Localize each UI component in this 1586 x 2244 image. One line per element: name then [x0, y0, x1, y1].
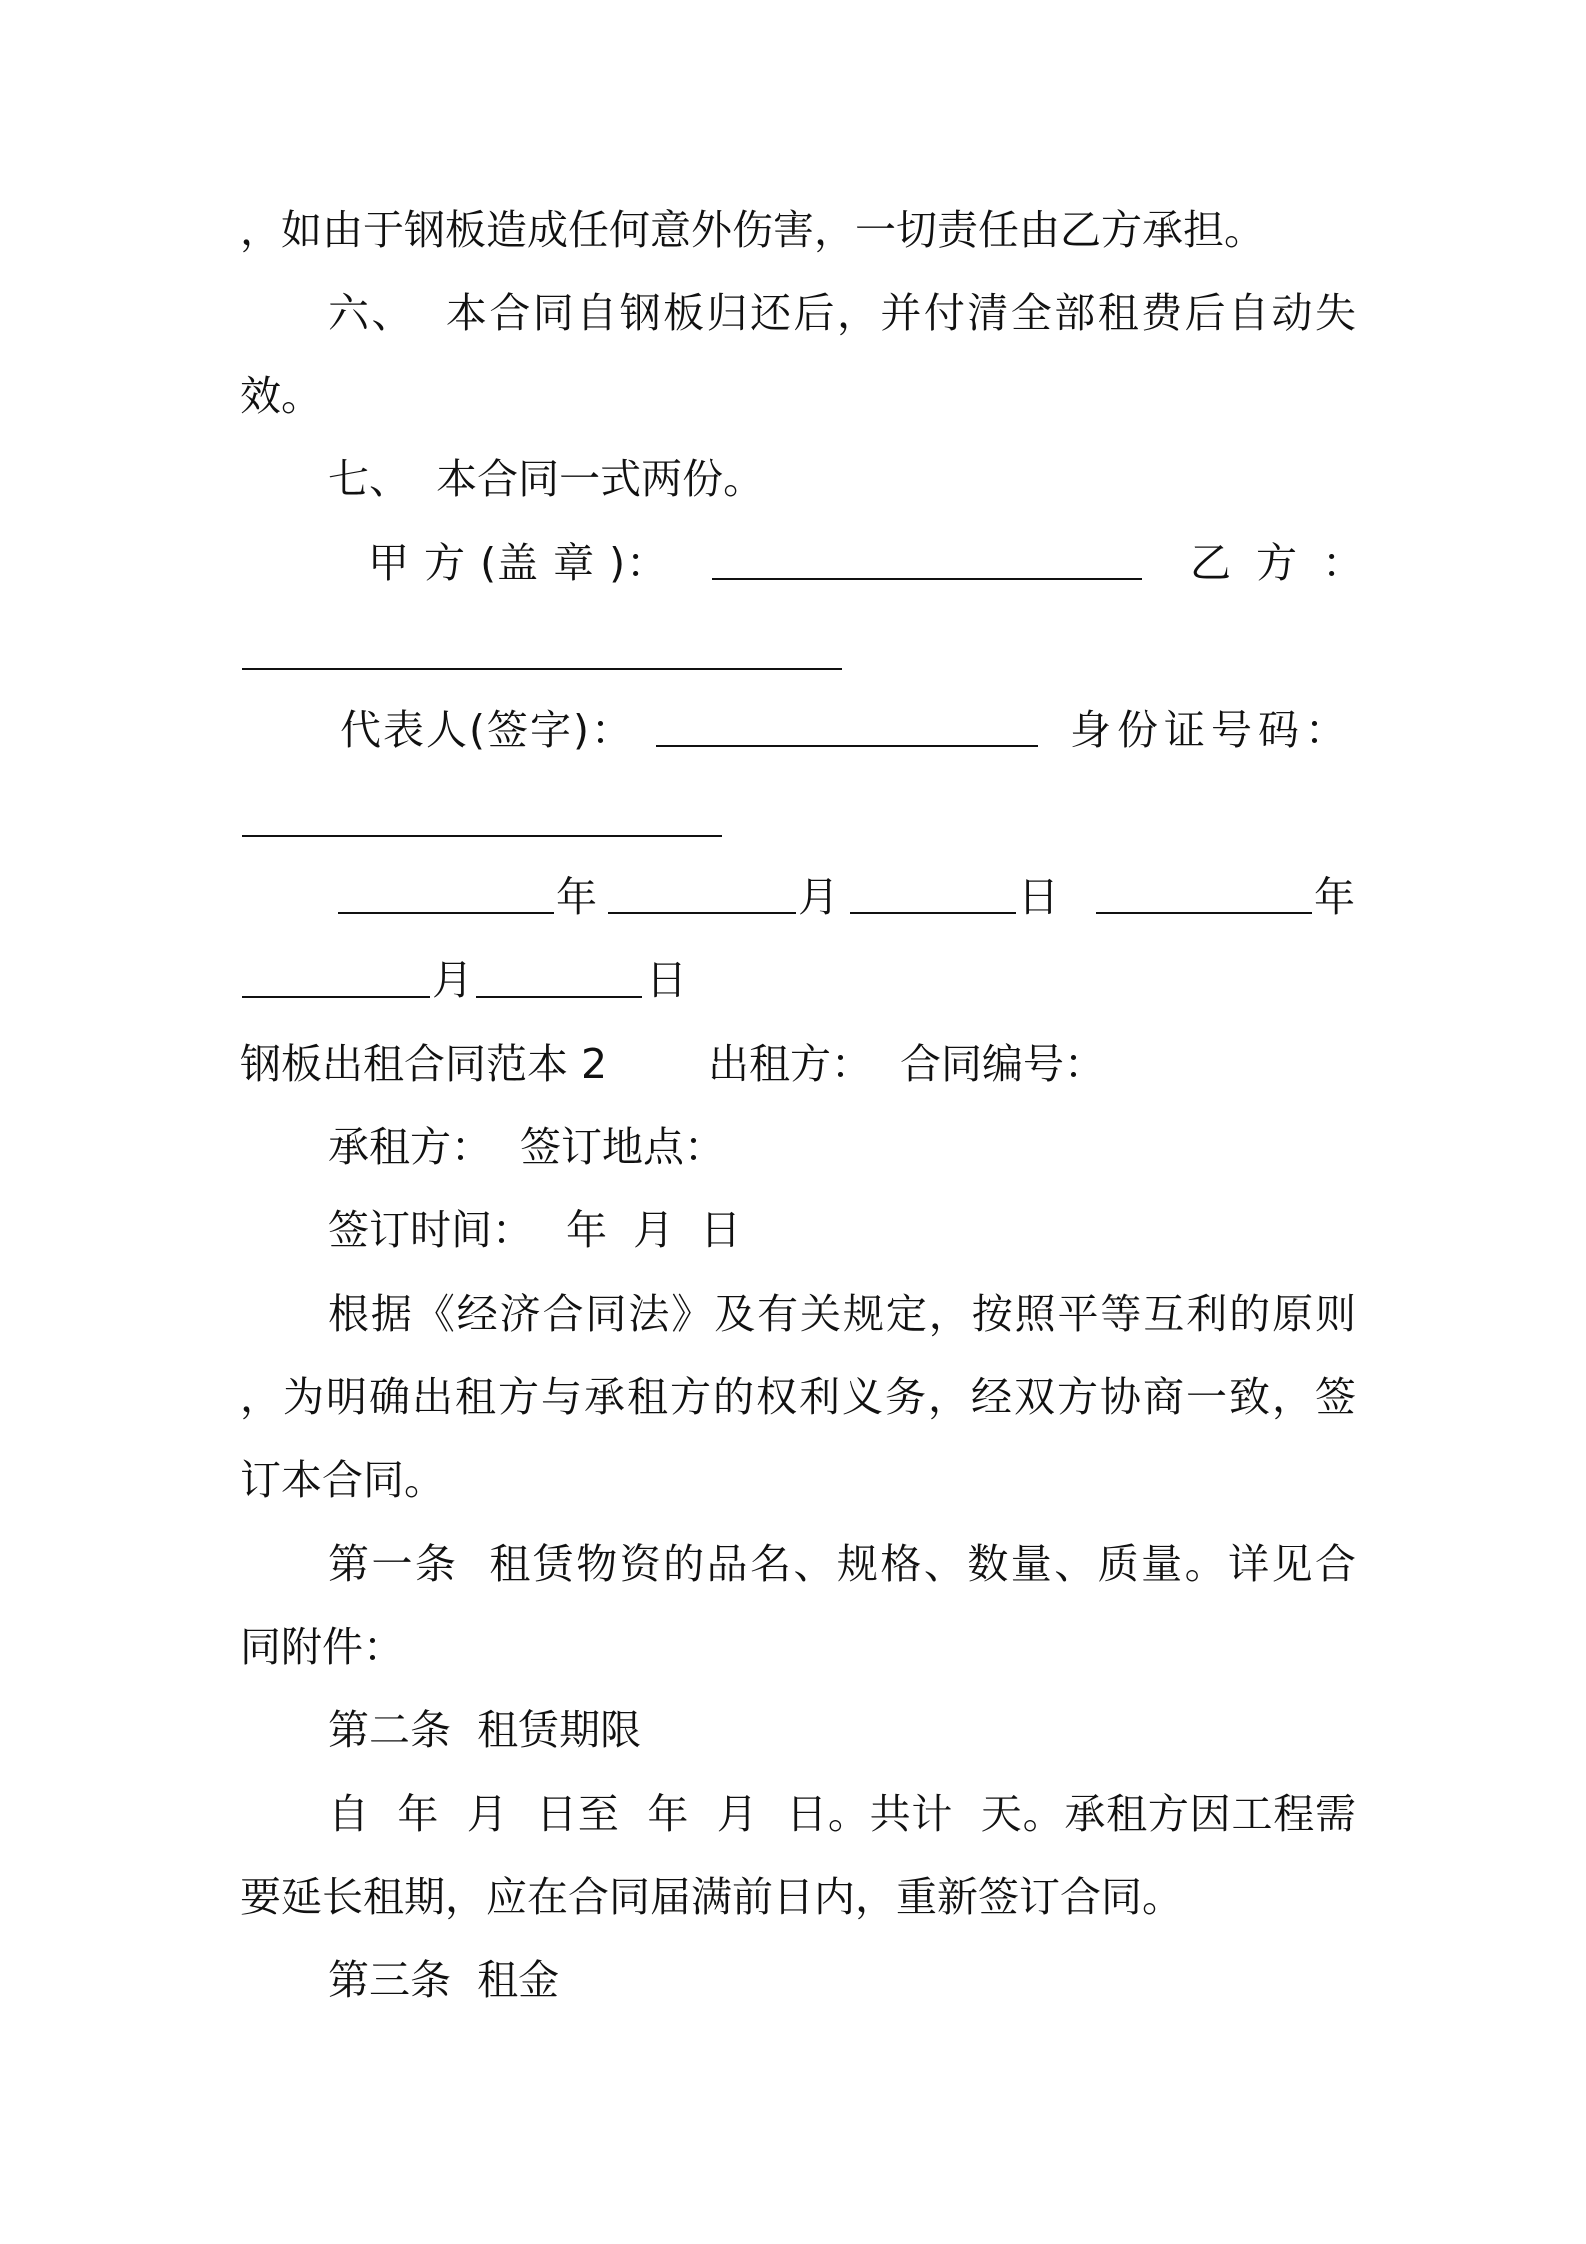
date-b-day-blank — [476, 996, 642, 998]
date-a-month: 月 — [798, 873, 839, 921]
representative-signature-blank — [656, 745, 1038, 747]
date-a-day-blank — [850, 912, 1016, 914]
article-two-body-end: 要延长租期，应在合同届满前日内，重新签订合同。 — [240, 1873, 1183, 1921]
party-a-seal-blank — [712, 578, 1142, 580]
article-two-body: 自 年 月 日至 年 月 日。共计 天。承租方因工程需 — [328, 1790, 1356, 1838]
party-b-seal-blank — [242, 668, 842, 670]
article-one: 第一条 租赁物资的品名、规格、数量、质量。详见合 — [328, 1540, 1356, 1588]
date-a-day: 日 — [1018, 873, 1059, 921]
clause-six-end: 效。 — [240, 372, 322, 420]
signing-place-label: 签订地点： — [520, 1123, 725, 1171]
date-a-year: 年 — [556, 873, 597, 921]
contract-number-label: 合同编号： — [900, 1040, 1105, 1088]
intro-line-3: 订本合同。 — [240, 1456, 445, 1504]
id-number-label: 身份证号码： — [1070, 706, 1352, 754]
intro-line-1: 根据《经济合同法》及有关规定，按照平等互利的原则 — [328, 1290, 1356, 1338]
party-b-label: 乙 方 ： — [1190, 539, 1370, 587]
intro-line-2: ，为明确出租方与承租方的权利义务，经双方协商一致，签 — [240, 1373, 1356, 1421]
clause-seven: 七、 本合同一式两份。 — [328, 455, 765, 503]
date-b-month: 月 — [432, 956, 473, 1004]
date-a-year-blank — [338, 912, 554, 914]
date-b-month-blank — [242, 996, 430, 998]
lessor-label: 出租方： — [708, 1040, 872, 1088]
representative-label: 代表人(签字)： — [340, 706, 634, 754]
contract2-title: 钢板出租合同范本 2 — [240, 1040, 608, 1088]
clause-continuation: ，如由于钢板造成任何意外伤害，一切责任由乙方承担。 — [240, 206, 1265, 254]
signing-time-value: 年 月 日 — [566, 1206, 742, 1254]
date-b-day: 日 — [646, 956, 687, 1004]
party-a-label: 甲 方 (盖 章 )： — [368, 539, 669, 587]
signing-time-label: 签订时间： — [328, 1206, 533, 1254]
article-two-heading: 第二条 租赁期限 — [328, 1706, 642, 1754]
date-b-year: 年 — [1314, 873, 1355, 921]
lessee-label: 承租方： — [328, 1123, 492, 1171]
article-three-heading: 第三条 租金 — [328, 1956, 560, 2004]
article-one-end: 同附件： — [240, 1623, 404, 1671]
date-b-year-blank — [1096, 912, 1312, 914]
date-a-month-blank — [608, 912, 796, 914]
id-number-blank — [242, 835, 722, 837]
clause-six: 六、 本合同自钢板归还后，并付清全部租费后自动失 — [328, 289, 1356, 337]
